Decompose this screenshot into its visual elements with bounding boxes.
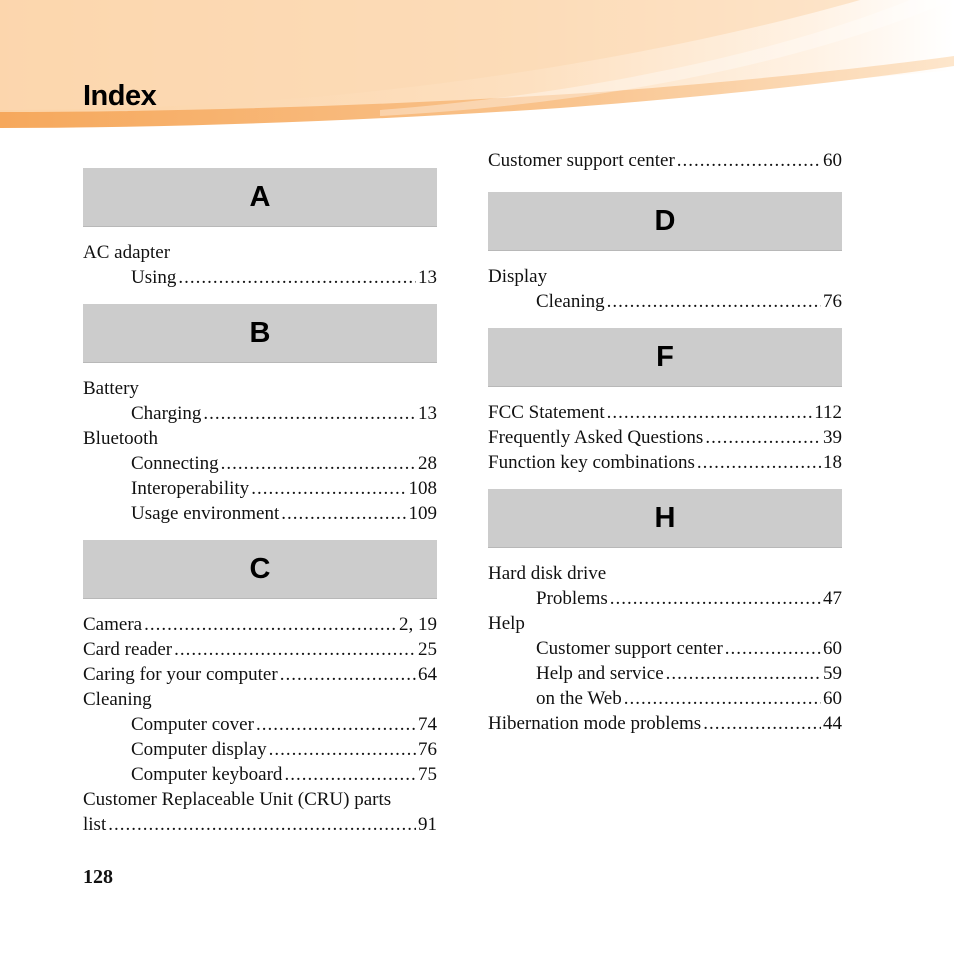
index-subentry[interactable]: Computer cover ..... 74 bbox=[83, 712, 437, 737]
section-header-b: B bbox=[83, 304, 437, 363]
index-subentry[interactable]: Computer keyboard ..... 75 bbox=[83, 762, 437, 787]
section-entries-a bbox=[83, 240, 437, 290]
page-ref: 75 bbox=[418, 764, 437, 785]
page-ref: 39 bbox=[823, 427, 842, 448]
page-ref: 47 bbox=[823, 588, 842, 609]
index-entry: Cleaning bbox=[83, 689, 152, 710]
section-header-h: H bbox=[488, 489, 842, 548]
page-ref: 59 bbox=[823, 663, 842, 684]
index-subentry[interactable]: Cleaning ..... 76 bbox=[488, 289, 842, 314]
index-subentry[interactable]: Usage environment ..... 109 bbox=[83, 501, 437, 526]
index-entry: Battery bbox=[83, 378, 139, 399]
section-entries-h bbox=[488, 561, 842, 736]
page-ref: 60 bbox=[823, 150, 842, 171]
section-header-f: F bbox=[488, 328, 842, 387]
page-ref: 109 bbox=[408, 503, 437, 524]
section-entries-d bbox=[488, 264, 842, 314]
page-ref: 60 bbox=[823, 638, 842, 659]
index-entry: AC adapter bbox=[83, 242, 171, 263]
index-entry: Display bbox=[488, 266, 548, 287]
page-ref: 76 bbox=[418, 739, 437, 760]
index-subentry[interactable]: Computer display ..... 76 bbox=[83, 737, 437, 762]
index-entry[interactable]: Customer support center ..... 60 bbox=[488, 148, 842, 173]
page-ref: 28 bbox=[418, 453, 437, 474]
page-ref: 13 bbox=[418, 267, 437, 288]
decorative-banner bbox=[0, 0, 954, 135]
index-entry[interactable]: Caring for your computer ..... 64 bbox=[83, 662, 437, 687]
index-subentry[interactable]: Customer support center ..... 60 bbox=[488, 636, 842, 661]
index-subentry[interactable]: Interoperability ..... 108 bbox=[83, 476, 437, 501]
page-ref: 108 bbox=[408, 478, 437, 499]
section-entries-f bbox=[488, 400, 842, 475]
index-subentry[interactable]: Charging ..... 13 bbox=[83, 401, 437, 426]
page-ref: 64 bbox=[418, 664, 437, 685]
index-entry[interactable]: list ..... 91 bbox=[83, 812, 437, 837]
page-number: 128 bbox=[83, 866, 113, 888]
page-ref: 2, 19 bbox=[399, 614, 437, 635]
page-ref: 13 bbox=[418, 403, 437, 424]
index-column-right bbox=[488, 148, 842, 750]
page-ref: 60 bbox=[823, 688, 842, 709]
index-entry[interactable]: Frequently Asked Questions ..... 39 bbox=[488, 425, 842, 450]
index-entry[interactable]: Hibernation mode problems ..... 44 bbox=[488, 711, 842, 736]
page-title: Index bbox=[83, 80, 157, 112]
page-ref: 76 bbox=[823, 291, 842, 312]
section-header-c: C bbox=[83, 540, 437, 599]
index-subentry[interactable]: Connecting ..... 28 bbox=[83, 451, 437, 476]
section-header-d: D bbox=[488, 192, 842, 251]
index-entry[interactable]: Card reader ..... 25 bbox=[83, 637, 437, 662]
index-entry: Help bbox=[488, 613, 525, 634]
page-ref: 25 bbox=[418, 639, 437, 660]
page-ref: 74 bbox=[418, 714, 437, 735]
section-header-a: A bbox=[83, 168, 437, 227]
page-ref: 18 bbox=[823, 452, 842, 473]
index-subentry[interactable]: Using ..... 13 bbox=[83, 265, 437, 290]
page-ref: 44 bbox=[823, 713, 842, 734]
index-subentry[interactable]: Problems ..... 47 bbox=[488, 586, 842, 611]
index-entry[interactable]: Function key combinations ..... 18 bbox=[488, 450, 842, 475]
index-column-left bbox=[83, 168, 437, 851]
index-subentry[interactable]: Help and service ..... 59 bbox=[488, 661, 842, 686]
section-entries-c bbox=[83, 612, 437, 837]
index-entry[interactable]: Camera ..... 2, 19 bbox=[83, 612, 437, 637]
index-entry[interactable]: FCC Statement ..... 112 bbox=[488, 400, 842, 425]
page-ref: 112 bbox=[814, 402, 842, 423]
index-entry: Customer Replaceable Unit (CRU) parts bbox=[83, 789, 392, 810]
page-ref: 91 bbox=[418, 814, 437, 835]
index-subentry[interactable]: on the Web ..... 60 bbox=[488, 686, 842, 711]
index-entry: Bluetooth bbox=[83, 428, 158, 449]
index-entry: Hard disk drive bbox=[488, 563, 607, 584]
section-entries-b bbox=[83, 376, 437, 526]
